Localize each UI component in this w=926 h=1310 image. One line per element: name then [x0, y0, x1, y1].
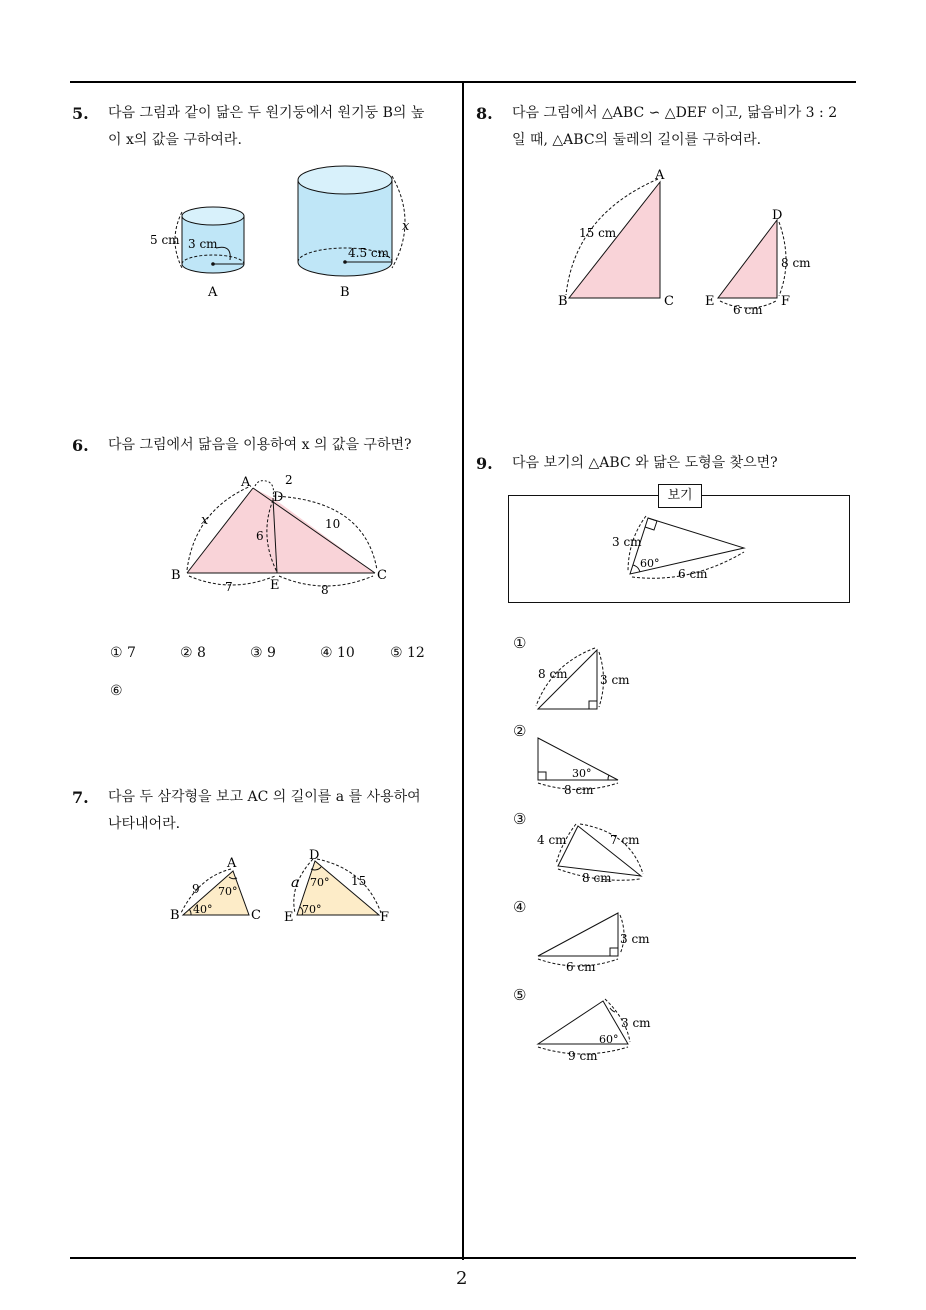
problem-6 [72, 432, 462, 459]
cylinder-b-top [298, 166, 392, 194]
vertex-c: C [251, 908, 261, 923]
label-de: a [291, 875, 300, 891]
vertex-d: D [309, 848, 320, 863]
choice-2-mark[interactable]: ② [513, 722, 527, 740]
vertex-d: D [772, 208, 783, 223]
triangle-def [718, 220, 777, 298]
label-de: 6 [256, 529, 264, 543]
choice-4-mark[interactable]: ④ [513, 898, 527, 916]
choice-3-label: 7 cm [610, 833, 640, 847]
option-1[interactable]: ① 7 [110, 645, 136, 661]
label-ef: 6 cm [733, 303, 763, 317]
vertex-a: A [655, 168, 665, 183]
label-dc: 10 [325, 517, 341, 531]
choice-2-label: 8 cm [564, 783, 594, 797]
problem-text-line: 다음 그림과 같이 닮은 두 원기둥에서 원기둥 B의 높 [108, 105, 425, 121]
label-side-2: 6 cm [678, 567, 708, 581]
problem-text-line: 다음 두 삼각형을 보고 AC 의 길이를 a 를 사용하여 [108, 789, 421, 805]
problem-text-line: 나타내어라. [108, 816, 181, 832]
choice-3-label: 8 cm [582, 871, 612, 885]
choice-1-triangle[interactable] [530, 640, 640, 720]
problem-text-line: 다음 그림에서 △ABC ∽ △DEF 이고, 닮음비가 3 : 2 [512, 105, 838, 121]
choice-4-label: 3 cm [620, 932, 650, 946]
option-6[interactable]: ⑥ [110, 683, 123, 699]
problem-number: 8. [476, 104, 493, 123]
triangle-abc [569, 182, 660, 298]
label-ab: 15 cm [579, 226, 617, 240]
label-angle-b: 40° [193, 903, 213, 916]
choice-3-triangle[interactable] [530, 818, 650, 888]
vertex-e: E [705, 294, 715, 309]
label-b-name: B [340, 285, 350, 300]
label-angle: 60° [640, 557, 660, 570]
choice-3-mark[interactable]: ③ [513, 810, 527, 828]
label-b-radius: 4.5 cm [348, 246, 389, 260]
option-3[interactable]: ③ 9 [250, 645, 276, 661]
label-df: 8 cm [781, 256, 811, 270]
example-box-title: 보기 [658, 484, 702, 508]
problem-9 [476, 450, 866, 477]
label-ad: 2 [285, 473, 293, 487]
label-a-radius: 3 cm [188, 237, 218, 251]
problem-text-line: 이 x의 값을 구하여라. [108, 132, 242, 148]
label-angle-a: 70° [218, 885, 238, 898]
problem-number: 6. [72, 436, 89, 455]
label-be: 7 [225, 580, 233, 594]
problem-number: 9. [476, 454, 493, 473]
choice-5-label: 60° [599, 1033, 619, 1046]
option-5[interactable]: ⑤ 12 [390, 645, 425, 661]
column-divider [462, 82, 464, 1260]
vertex-b: B [558, 294, 568, 309]
two-triangles-figure [165, 845, 405, 935]
label-ab: 9 [192, 882, 200, 896]
problem-text-line: 다음 그림에서 닮음을 이용하여 x 의 값을 구하면? [108, 437, 412, 453]
choice-5-triangle[interactable] [530, 993, 660, 1065]
answer-options [110, 645, 460, 705]
choice-1-label: 8 cm [538, 667, 568, 681]
vertex-e: E [270, 578, 280, 593]
vertex-a: A [227, 856, 237, 871]
vertex-e: E [284, 910, 294, 925]
problem-number: 7. [72, 788, 89, 807]
page-number: 2 [456, 1268, 468, 1289]
choice-5-label: 9 cm [568, 1049, 598, 1063]
label-angle-e: 70° [302, 903, 322, 916]
choice-1-mark[interactable]: ① [513, 634, 527, 652]
problem-5 [72, 100, 462, 154]
triangle-abc-figure [165, 470, 405, 600]
label-a-name: A [208, 285, 218, 300]
choice-4-triangle[interactable] [530, 905, 660, 977]
choice-3-label: 4 cm [537, 833, 567, 847]
label-side-1: 3 cm [612, 535, 642, 549]
problem-text-line: 다음 보기의 △ABC 와 닮은 도형을 찾으면? [512, 455, 778, 471]
problem-8 [476, 100, 866, 154]
vertex-a: A [241, 475, 251, 490]
similar-triangles-figure [555, 165, 815, 325]
vertex-f: F [380, 910, 390, 925]
option-2[interactable]: ② 8 [180, 645, 206, 661]
label-angle-d: 70° [310, 876, 330, 889]
vertex-b: B [170, 908, 180, 923]
problem-text-line: 일 때, △ABC의 둘레의 길이를 구하여라. [512, 132, 762, 148]
label-x: x [201, 513, 209, 528]
cylinders-figure [140, 160, 430, 310]
choice-2-triangle[interactable] [530, 730, 640, 800]
problem-number: 5. [72, 104, 89, 123]
cylinder-a-top [182, 207, 244, 225]
choice-5-mark[interactable]: ⑤ [513, 986, 527, 1004]
option-4[interactable]: ④ 10 [320, 645, 355, 661]
label-df: 15 [351, 874, 367, 888]
vertex-d: D [273, 490, 284, 505]
label-ec: 8 [321, 583, 329, 597]
problem-7 [72, 784, 462, 838]
choice-2-label: 30° [572, 767, 592, 780]
label-a-height: 5 cm [150, 233, 180, 247]
vertex-b: B [171, 568, 181, 583]
bottom-rule [70, 1257, 856, 1259]
choice-5-label: 3 cm [621, 1016, 651, 1030]
example-triangle [600, 510, 770, 590]
label-b-height: x [402, 219, 410, 234]
vertex-c: C [664, 294, 674, 309]
choice-4-label: 6 cm [566, 960, 596, 974]
vertex-c: C [377, 568, 387, 583]
vertex-f: F [781, 294, 791, 309]
choice-1-label: 3 cm [600, 673, 630, 687]
